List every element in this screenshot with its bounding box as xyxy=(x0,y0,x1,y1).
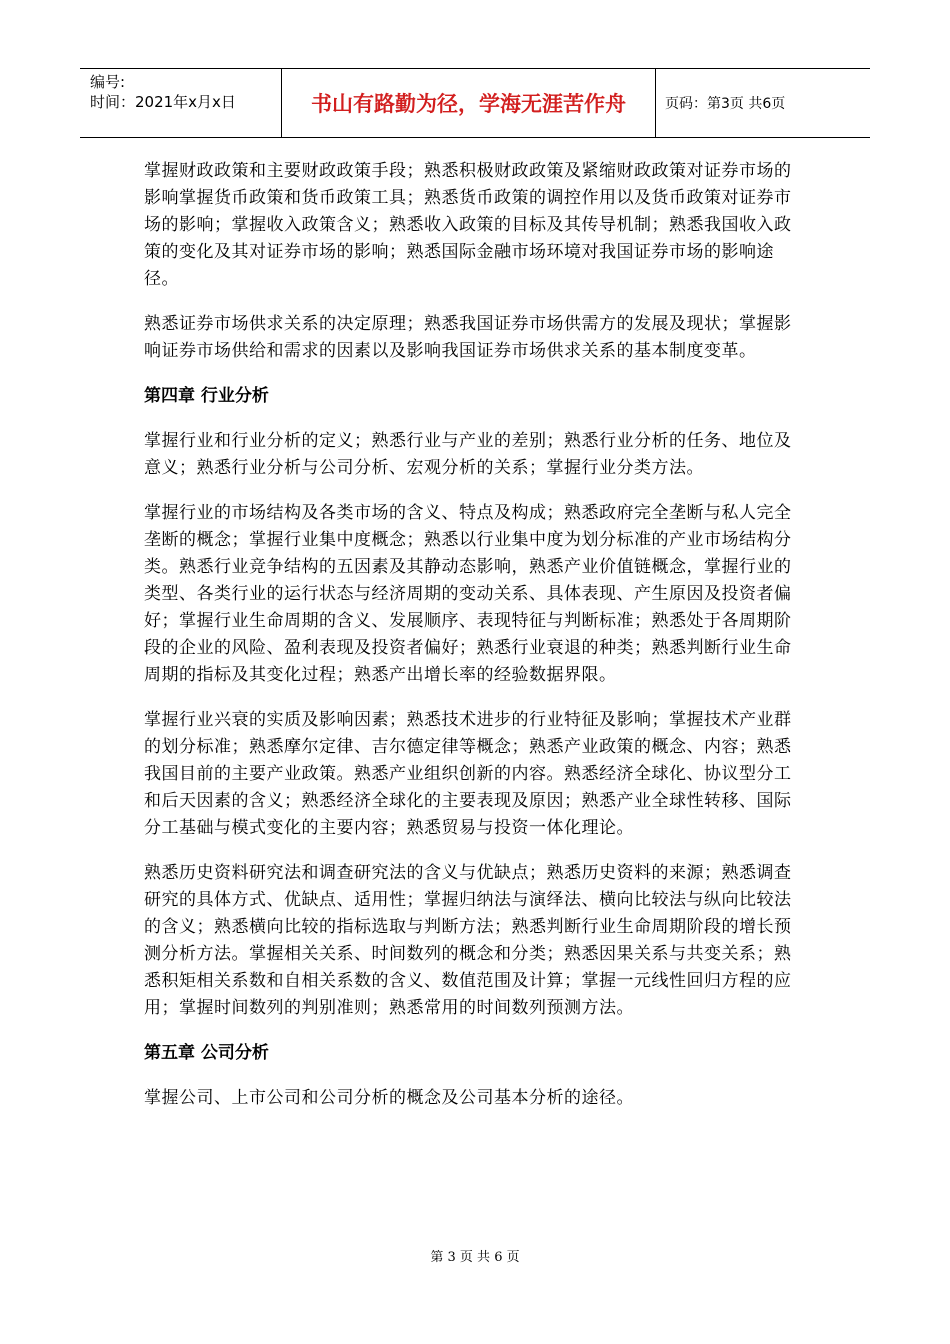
paragraph: 掌握行业和行业分析的定义；熟悉行业与产业的差别；熟悉行业分析的任务、地位及意义；熟悉行业分析与公司分析、宏观分析的关系；掌握行业分类方法。 xyxy=(144,431,792,478)
header-meta xyxy=(80,69,282,137)
chapter-heading: 第四章 行业分析 xyxy=(144,386,269,406)
page-footer: 第 3 页 共 6 页 xyxy=(430,1250,520,1265)
paragraph: 掌握公司、上市公司和公司分析的概念及公司基本分析的途径。 xyxy=(144,1088,634,1108)
document-body xyxy=(144,158,804,1130)
page-header xyxy=(80,68,870,138)
chapter-heading: 第五章 公司分析 xyxy=(144,1043,269,1063)
header-motto: 书山有路勤为径，学海无涯苦作舟 xyxy=(282,69,656,137)
paragraph: 熟悉历史资料研究法和调查研究法的含义与优缺点；熟悉历史资料的来源；熟悉调查研究的具体方式、优缺点、适用性；掌握归纳法与演绎法、横向比较法与纵向比较法的含义；熟悉横向比较的指标选取与判断方法；熟悉判断行业生命周期阶段的增长预测分析方法。掌握相关关系、时间数列的概念和分类；熟悉因果关系与共变关系；熟悉积矩相关系数和自相关系数的含义、数值范围及计算；掌握一元线性回归方程的应用；掌握时间数列的判别准则；熟悉常用的时间数列预测方法。 xyxy=(144,863,792,1018)
doc-number-label: 编号: xyxy=(90,73,126,91)
paragraph: 掌握行业兴衰的实质及影响因素；熟悉技术进步的行业特征及影响；掌握技术产业群的划分标准；熟悉摩尔定律、吉尔德定律等概念；熟悉产业政策的概念、内容；熟悉我国目前的主要产业政策。熟悉产业组织创新的内容。熟悉经济全球化、协议型分工和后天因素的含义；熟悉经济全球化的主要表现及原因；熟悉产业全球性转移、国际分工基础与模式变化的主要内容；熟悉贸易与投资一体化理论。 xyxy=(144,710,792,838)
paragraph: 掌握行业的市场结构及各类市场的含义、特点及构成；熟悉政府完全垄断与私人完全垄断的概念；掌握行业集中度概念；熟悉以行业集中度为划分标准的产业市场结构分类。熟悉行业竞争结构的五因素及其静动态影响，熟悉产业价值链概念，掌握行业的类型、各类行业的运行状态与经济周期的变动关系、具体表现、产生原因及投资者偏好；掌握行业生命周期的含义、发展顺序、表现特征与判断标准；熟悉处于各周期阶段的企业的风险、盈利表现及投资者偏好；熟悉行业衰退的种类；熟悉判断行业生命周期的指标及其变化过程；熟悉产出增长率的经验数据界限。 xyxy=(144,503,792,685)
paragraph: 掌握财政政策和主要财政政策手段；熟悉积极财政政策及紧缩财政政策对证券市场的影响掌握货币政策和货币政策工具；熟悉货币政策的调控作用以及货币政策对证券市场的影响；掌握收入政策含义；熟悉收入政策的目标及其传导机制；熟悉我国收入政策的变化及其对证券市场的影响；熟悉国际金融市场环境对我国证券市场的影响途径。 xyxy=(144,161,792,289)
doc-time-label: 时间：2021年x月x日 xyxy=(90,93,236,111)
paragraph: 熟悉证券市场供求关系的决定原理；熟悉我国证券市场供需方的发展及现状；掌握影响证券市场供给和需求的因素以及影响我国证券市场供求关系的基本制度变革。 xyxy=(144,314,792,361)
header-page-code: 页码：第3页 共6页 xyxy=(665,96,786,112)
